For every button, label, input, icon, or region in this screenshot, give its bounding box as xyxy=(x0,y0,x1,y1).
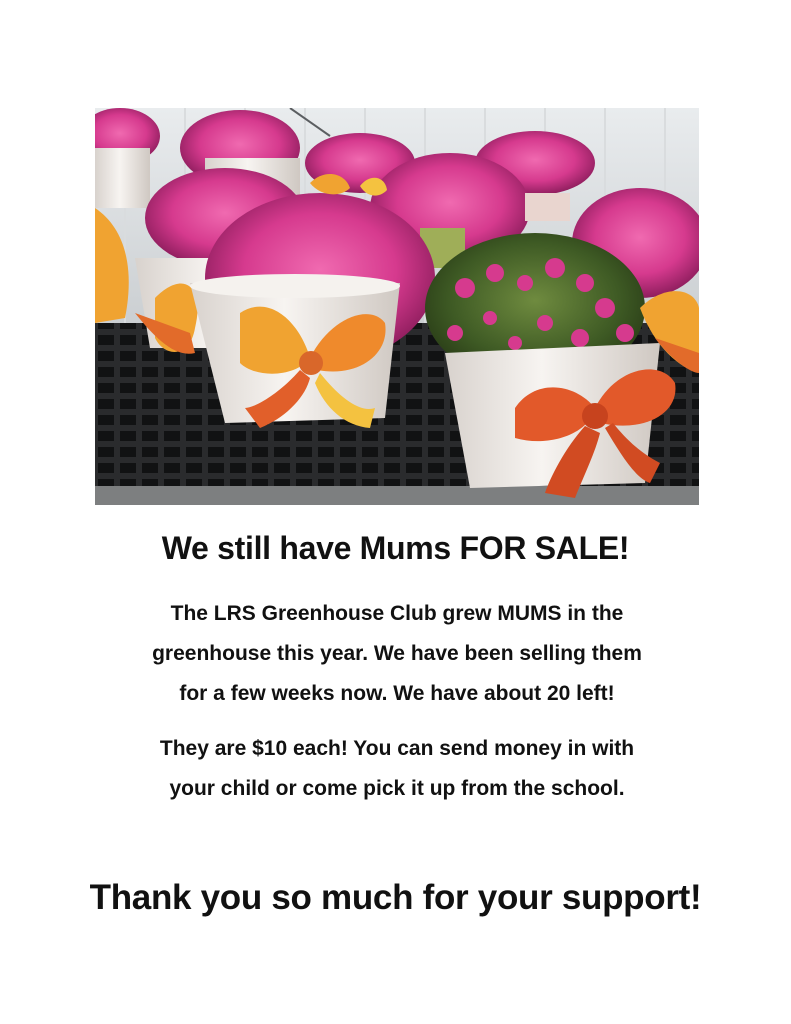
paragraph-line: The LRS Greenhouse Club grew MUMS in the xyxy=(170,602,624,625)
mums-photo xyxy=(95,108,699,505)
club-info-paragraph xyxy=(95,594,699,714)
closing-message: Thank you so much for your support! xyxy=(89,878,702,917)
paragraph-line: greenhouse this year. We have been selling them xyxy=(152,642,642,665)
paragraph-line: for a few weeks now. We have about 20 left! xyxy=(179,682,615,705)
paragraph-line: They are $10 each! You can send money in with xyxy=(159,737,635,760)
potted-mums-image xyxy=(95,108,699,505)
headline: We still have Mums FOR SALE! xyxy=(161,530,630,566)
price-info-paragraph xyxy=(95,729,699,809)
paragraph-line: your child or come pick it up from the school. xyxy=(169,777,625,800)
